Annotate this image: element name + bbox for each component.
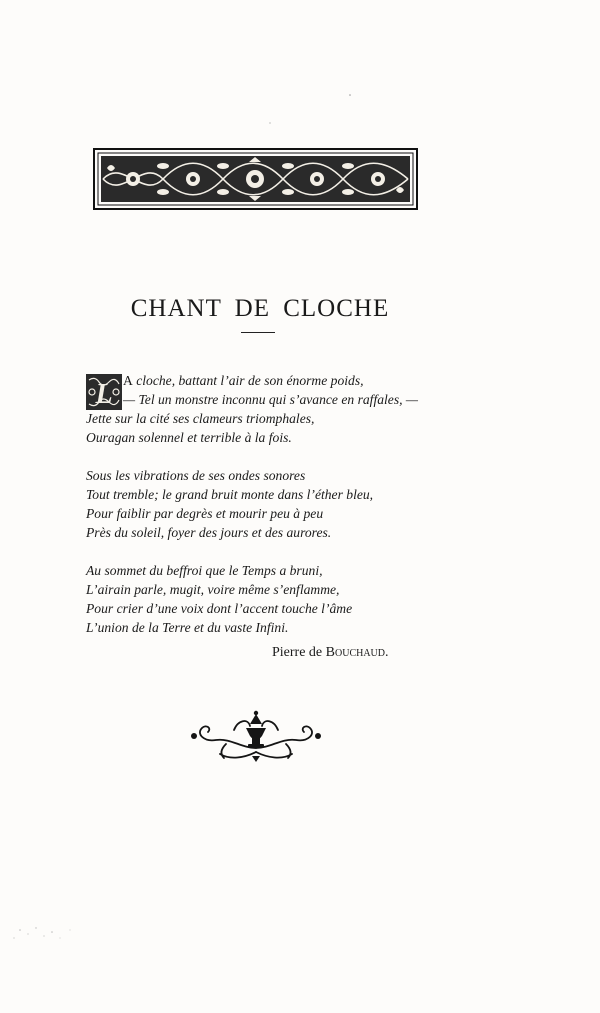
author-surname: Bouchaud (325, 645, 385, 660)
title-divider (241, 332, 275, 333)
author-signature: Pierre de Bouchaud. (272, 645, 389, 660)
poem-line: L’airain parle, mugit, voire même s’enflamme, (86, 582, 340, 597)
urn-tailpiece-ornament (186, 708, 326, 764)
poem-body (86, 371, 506, 656)
poem-line: Pour faiblir par degrès et mourir peu à peu (86, 506, 324, 521)
stanza-3 (86, 561, 506, 637)
poem-title: CHANT DE CLOCHE (130, 294, 390, 322)
poem-line: Ouragan solennel et terrible à la fois. (86, 430, 292, 445)
poem-line: A cloche, battant l’air de son énorme poids, (123, 373, 364, 388)
poem-line: L’union de la Terre et du vaste Infini. (86, 620, 289, 635)
dropcap-letter: L (95, 379, 113, 410)
paper-speckle (265, 118, 275, 128)
floral-headpiece-ornament (93, 148, 418, 210)
stanza-1 (86, 371, 506, 447)
poem-line: Jette sur la cité ses clameurs triomphales, (86, 411, 315, 426)
poem-line: Au sommet du beffroi que le Temps a bruni, (86, 563, 323, 578)
poem-line: Pour crier d’une voix dont l’accent touche l’âme (86, 601, 353, 616)
poem-line: Tout tremble; le grand bruit monte dans l’éther bleu, (86, 487, 374, 502)
paper-speckle (340, 90, 360, 100)
stanza-2 (86, 466, 506, 542)
ornamental-dropcap-l (86, 374, 122, 410)
poem-line: Sous les vibrations de ses ondes sonores (86, 468, 306, 483)
poem-line: Près du soleil, foyer des jours et des aurores. (86, 525, 332, 540)
paper-speckle (0, 900, 120, 960)
poem-line: — Tel un monstre inconnu qui s’avance en raffales, — (123, 392, 419, 407)
